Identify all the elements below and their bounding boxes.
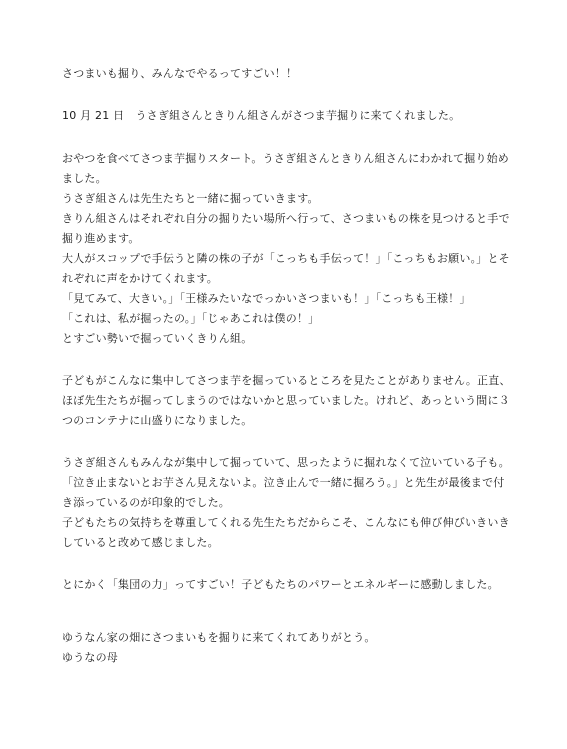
paragraph-1-line: うさぎ組さんは先生たちと一緒に掘っていきます。 [62, 192, 319, 205]
paragraph-3-line: 子どもたちの気持ちを尊重してくれる先生たちだからこそ、こんなにも伸び伸びいきいき [62, 516, 510, 529]
paragraph-1-line: おやつを食べてさつま芋掘りスタート。うさぎ組さんときりん組さんにわかれて掘り始め [62, 152, 510, 165]
paragraph-2-line: つのコンテナに山盛りになりました。 [62, 414, 253, 427]
paragraph-2-line: ほぼ先生たちが掘ってしまうのではないかと思っていました。けれど、あっという間に３ [62, 394, 510, 407]
paragraph-1-line: とすごい勢いで掘っていくきりん組。 [62, 332, 253, 345]
paragraph-1-line: 掘り進めます。 [62, 232, 140, 245]
paragraph-3-line: 「泣き止まないとお芋さん見えないよ。泣き止んで一緒に掘ろう。」と先生が最後まで付 [62, 476, 505, 489]
paragraph-3-line: していると改めて感じました。 [62, 536, 219, 549]
paragraph-4: とにかく「集団の力」ってすごい！子どもたちのパワーとエネルギーに感動しました。 [62, 578, 499, 591]
paragraph-3-line: き添っているのが印象的でした。 [62, 496, 230, 509]
paragraph-1-line: 大人がスコップで手伝うと隣の株の子が「こっちも手伝って！」「こっちもお願い。」とそ [62, 252, 510, 265]
paragraph-1-line: ました。 [62, 172, 107, 185]
paragraph-1-line: きりん組さんはそれぞれ自分の掘りたい場所へ行って、さつまいもの株を見つけると手で [62, 212, 510, 225]
closing-line: ゆうなん家の畑にさつまいもを掘りに来てくれてありがとう。 [62, 631, 376, 644]
date-line: 10 月 21 日 うさぎ組さんときりん組さんがさつま芋掘りに来てくれました。 [62, 109, 461, 122]
paragraph-2-line: 子どもがこんなに集中してさつま芋を掘っているところを見たことがありません。正直、 [62, 374, 511, 387]
paragraph-1-line: 「見てみて、大きい。」「王様みたいなでっかいさつまいも！」「こっちも王様！」 [62, 292, 471, 305]
signature: ゆうなの母 [62, 651, 118, 664]
paragraph-1-line: 「これは、私が掘ったの。」「じゃあこれは僕の！」 [62, 312, 320, 325]
paragraph-3-line: うさぎ組さんもみんなが集中して掘っていて、思ったように掘れなくて泣いている子も。 [62, 456, 510, 469]
paragraph-1-line: れぞれに声をかけてくれます。 [62, 272, 218, 285]
letter-heading: さつまいも掘り、みんなでやるってすごい！！ [62, 67, 298, 80]
